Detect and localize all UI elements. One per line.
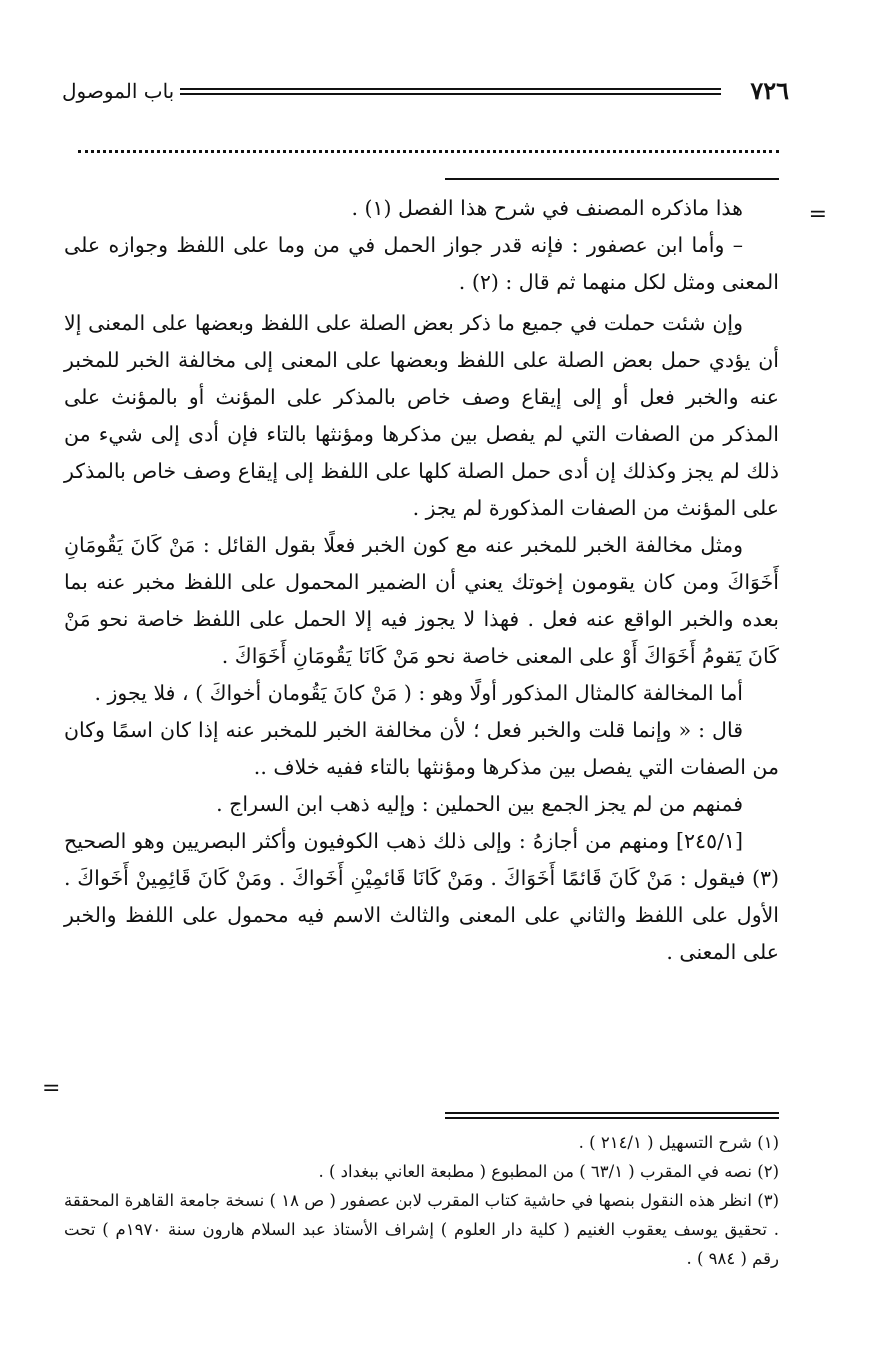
header-double-rule xyxy=(180,88,721,95)
continuation-mark-bottom: = xyxy=(42,1076,61,1101)
section-title: باب الموصول xyxy=(62,79,175,103)
page-number: ٧٢٦ xyxy=(750,76,789,105)
footnote-1: (١) شرح التسهيل ( ٢١٤/١ ) . xyxy=(578,1133,779,1152)
paragraph-3: وإن شئت حملت في جميع ما ذكر بعض الصلة على اللفظ وبعضها على المعنى إلا أن يؤدي حمل بعض الصلة على اللفظ وبعضها على المعنى إلى مخالفة الخبر للمخبر عنه والخبر فعل أو إلى إيقاع وصف خاص بالمذكر على المؤنث أو بالمؤنث على المذكر من الصفات التي لم يفصل بين مذكرها ومؤنثها بالتاء فإن أدى إلى شيء من ذلك لم يجز وكذلك إن أدى حمل الصلة كلها على اللفظ إلى إيقاع وصف خاص بالمذكر على المؤنث من الصفات المذكورة لم يجز . xyxy=(64,311,779,520)
footnote-separator xyxy=(445,1112,779,1119)
paragraph-4: ومثل مخالفة الخبر للمخبر عنه مع كون الخبر فعلًا بقول القائل : مَنْ كَانَ يَقُومَانِ أَخَوَاكَ ومن كان يقومون إخوتك يعني أن الضمير المحمول على اللفظ مخبر عنه بما بعده والخبر الواقع عنه فعل . فهذا لا يجوز فيه إلا الحمل على اللفظ خاصة نحو مَنْ كَانَ يَقومُ أَخَوَاكَ أَوْ على المعنى خاصة نحو مَنْ كَانَا يَقُومَانِ أَخَوَاكَ . xyxy=(64,533,779,668)
paragraph-6: قال : « وإنما قلت والخبر فعل ؛ لأن مخالفة الخبر للمخبر عنه إذا كان اسمًا وكان من الصفات التي يفصل بين مذكرها ومؤنثها بالتاء ففيه خلاف .. xyxy=(64,718,779,779)
page-header xyxy=(62,76,789,106)
paragraph-7: فمنهم من لم يجز الجمع بين الحملين : وإليه ذهب ابن السراج . xyxy=(216,792,743,816)
paragraph-2: – وأما ابن عصفور : فإنه قدر جواز الحمل في من وما على اللفظ وجوازه على المعنى ومثل لكل منهما ثم قال : (٢) . xyxy=(64,233,779,294)
dotted-separator xyxy=(78,150,779,153)
main-text xyxy=(64,190,779,971)
footnote-2: (٢) نصه في المقرب ( ٦٣/١ ) من المطبوع ( مطبعة العاني ببغداد ) . xyxy=(318,1162,779,1181)
paragraph-1: هذا ماذكره المصنف في شرح هذا الفصل (١) . xyxy=(351,196,743,220)
paragraph-8: [٢٤٥/١] ومنهم من أجازهُ : وإلى ذلك ذهب الكوفيون وأكثر البصريين وهو الصحيح (٣) فيقول : مَنْ كَانَ قَائمًا أَخَوَاكَ . ومَنْ كَانَا قَائمِيْنِ أَخَواكَ . ومَنْ كَانَ قَائِمِينْ أَخَواكَ . الأول على اللفظ والثاني على المعنى والثالث الاسم فيه محمول على اللفظ والخبر على المعنى . xyxy=(64,829,779,964)
footnote-3: (٣) انظر هذه النقول بنصها في حاشية كتاب المقرب لابن عصفور ( ص ١٨ ) نسخة جامعة القاهرة المحققة . تحقيق يوسف يعقوب الغنيم ( كلية دار العلوم ) إشراف الأستاذ عبد السلام هارون سنة ١٩٧٠م ) تحت رقم ( ٩٨٤ ) . xyxy=(64,1191,779,1268)
continuation-mark-top: = xyxy=(808,202,827,227)
footnotes xyxy=(64,1128,779,1273)
continuation-rule xyxy=(445,178,779,180)
paragraph-5: أما المخالفة كالمثال المذكور أولًا وهو : ( مَنْ كانَ يَقُومان أخواكَ ) ، فلا يجوز . xyxy=(94,681,743,705)
